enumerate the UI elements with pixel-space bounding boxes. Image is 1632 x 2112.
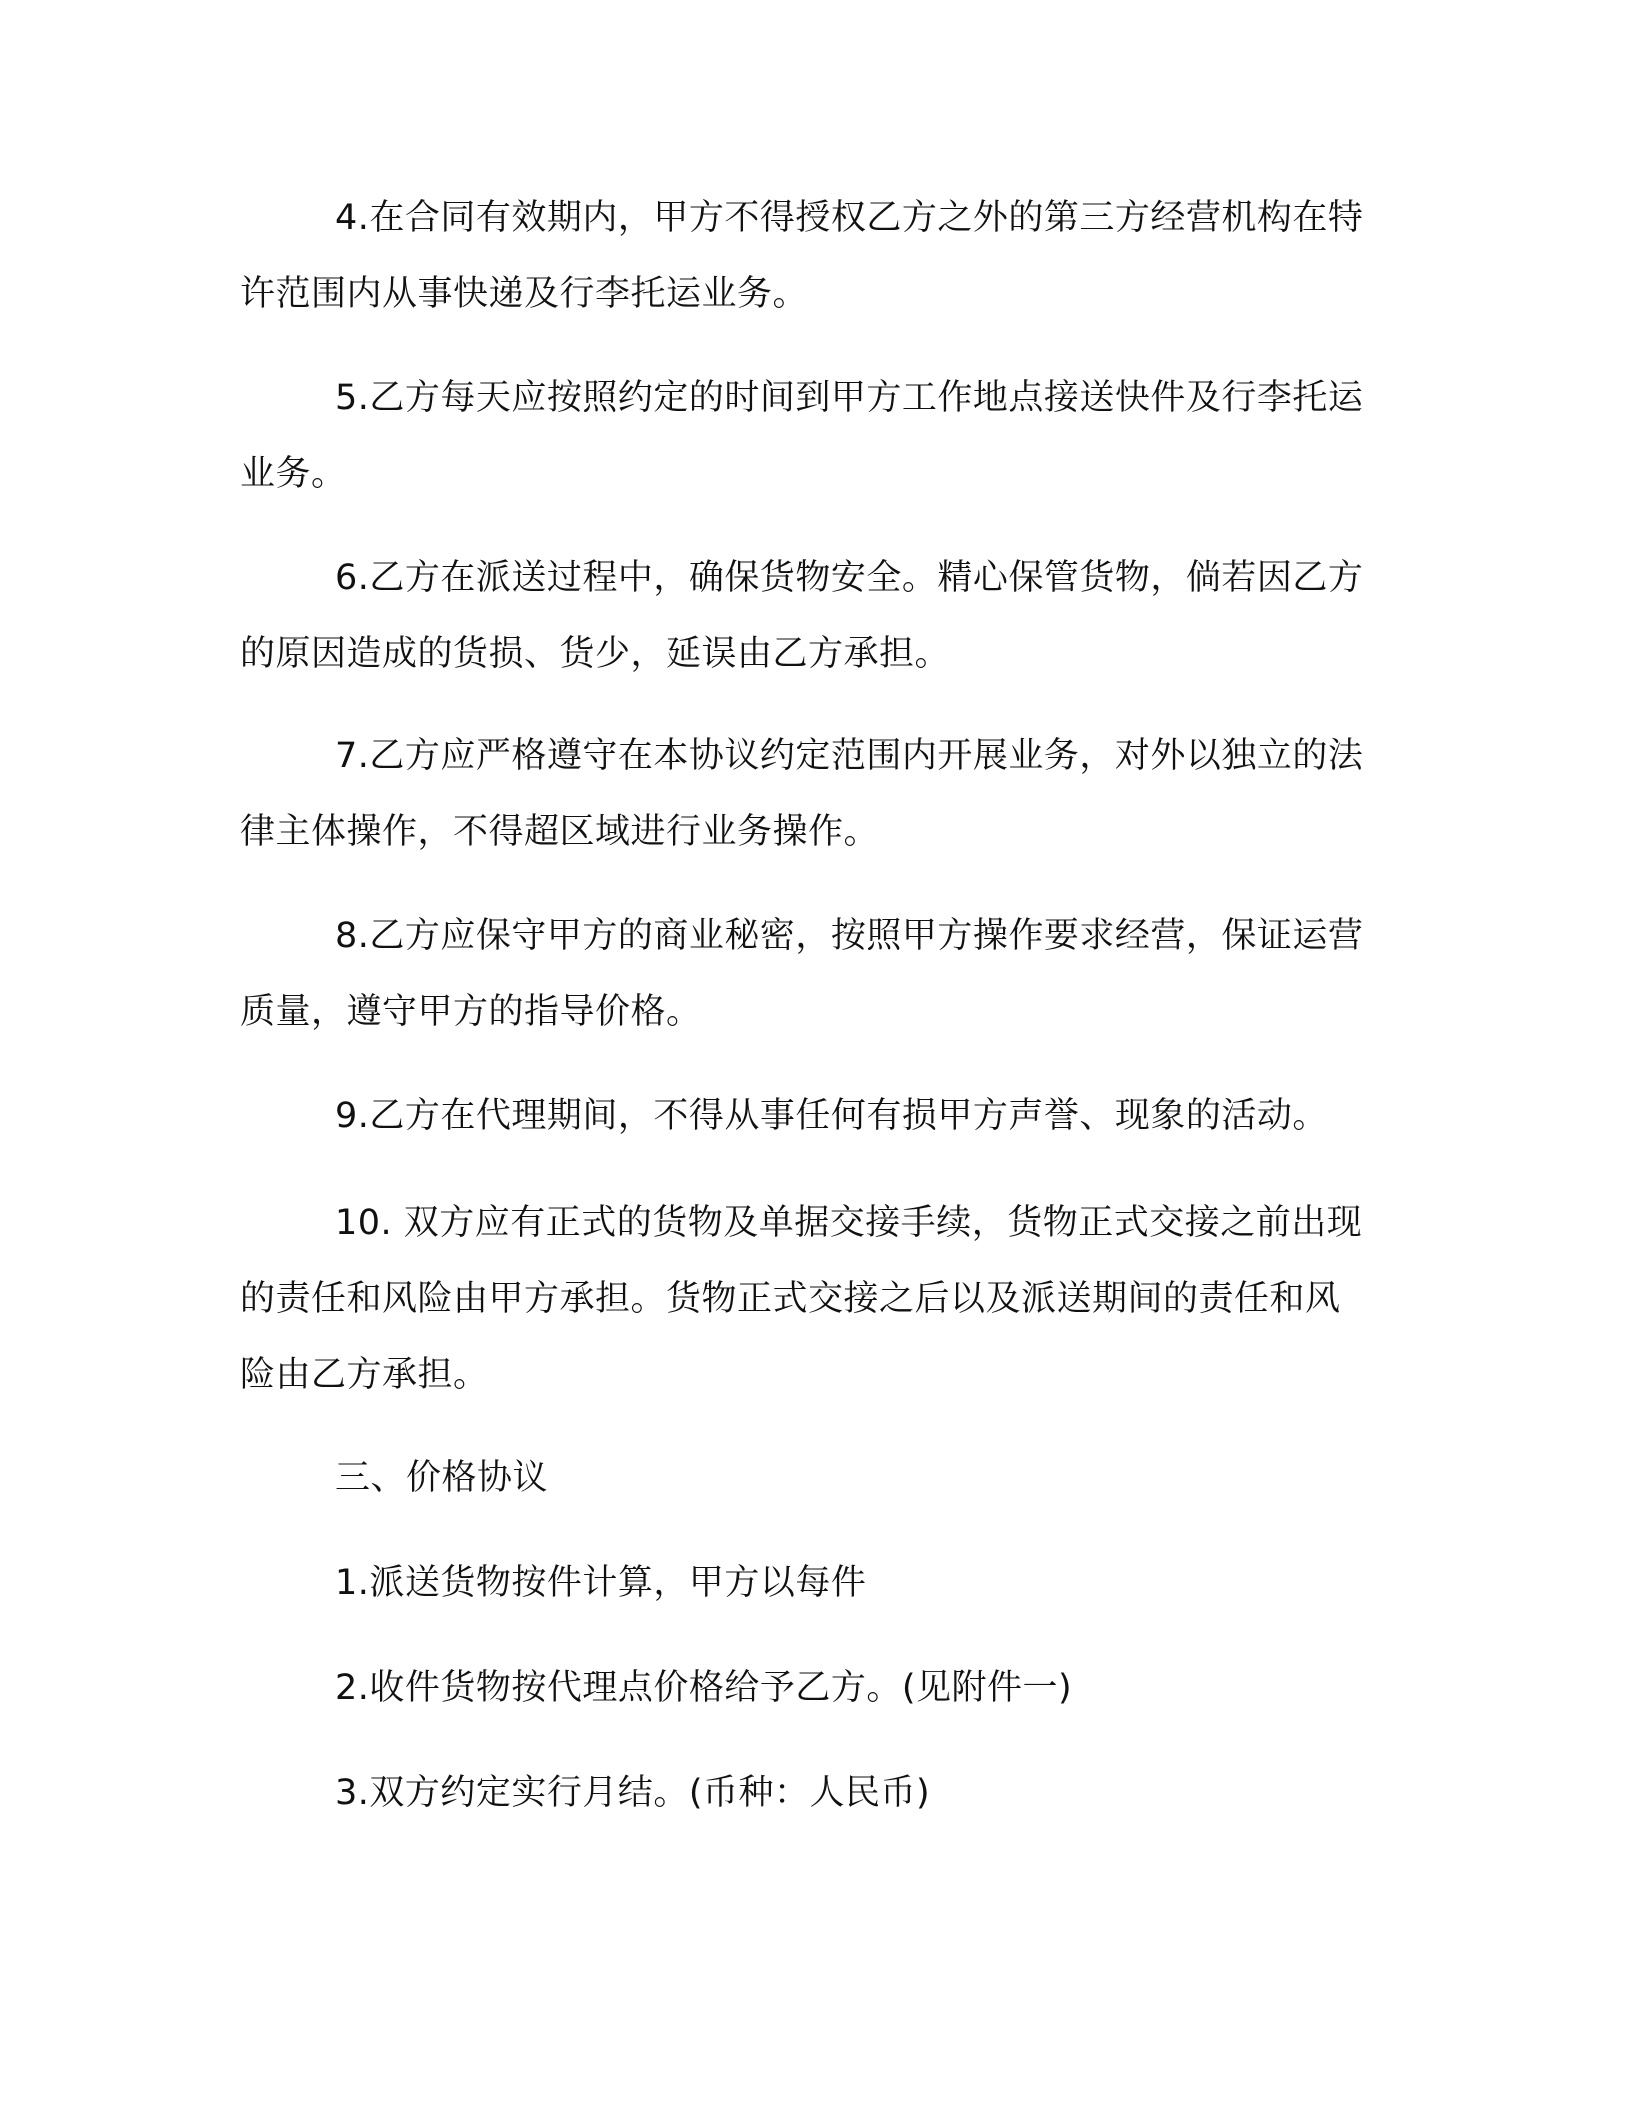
price-clause-1: 1.派送货物按件计算，甲方以每件 bbox=[335, 1563, 867, 1603]
clause-8: 8.乙方应保守甲方的商业秘密，按照甲方操作要求经营，保证运营质量，遵守甲方的指导价格。 bbox=[240, 916, 1364, 1032]
section-heading-price-agreement: 三、价格协议 bbox=[335, 1458, 549, 1498]
clause-10: 10. 双方应有正式的货物及单据交接手续，货物正式交接之前出现的责任和风险由甲方承担。货物正式交接之后以及派送期间的责任和风险由乙方承担。 bbox=[240, 1203, 1363, 1395]
price-clause-2: 2.收件货物按代理点价格给予乙方。(见附件一) bbox=[335, 1668, 1073, 1708]
clause-9: 9.乙方在代理期间，不得从事任何有损甲方声誉、现象的活动。 bbox=[335, 1096, 1328, 1136]
clause-7: 7.乙方应严格遵守在本协议约定范围内开展业务，对外以独立的法律主体操作，不得超区域进行业务操作。 bbox=[240, 736, 1364, 852]
clause-5: 5.乙方每天应按照约定的时间到甲方工作地点接送快件及行李托运业务。 bbox=[240, 378, 1364, 494]
clause-4: 4.在合同有效期内，甲方不得授权乙方之外的第三方经营机构在特许范围内从事快递及行李托运业务。 bbox=[240, 198, 1364, 314]
price-clause-3: 3.双方约定实行月结。(币种：人民币) bbox=[335, 1773, 931, 1813]
clause-6: 6.乙方在派送过程中，确保货物安全。精心保管货物，倘若因乙方的原因造成的货损、货少，延误由乙方承担。 bbox=[240, 558, 1364, 674]
